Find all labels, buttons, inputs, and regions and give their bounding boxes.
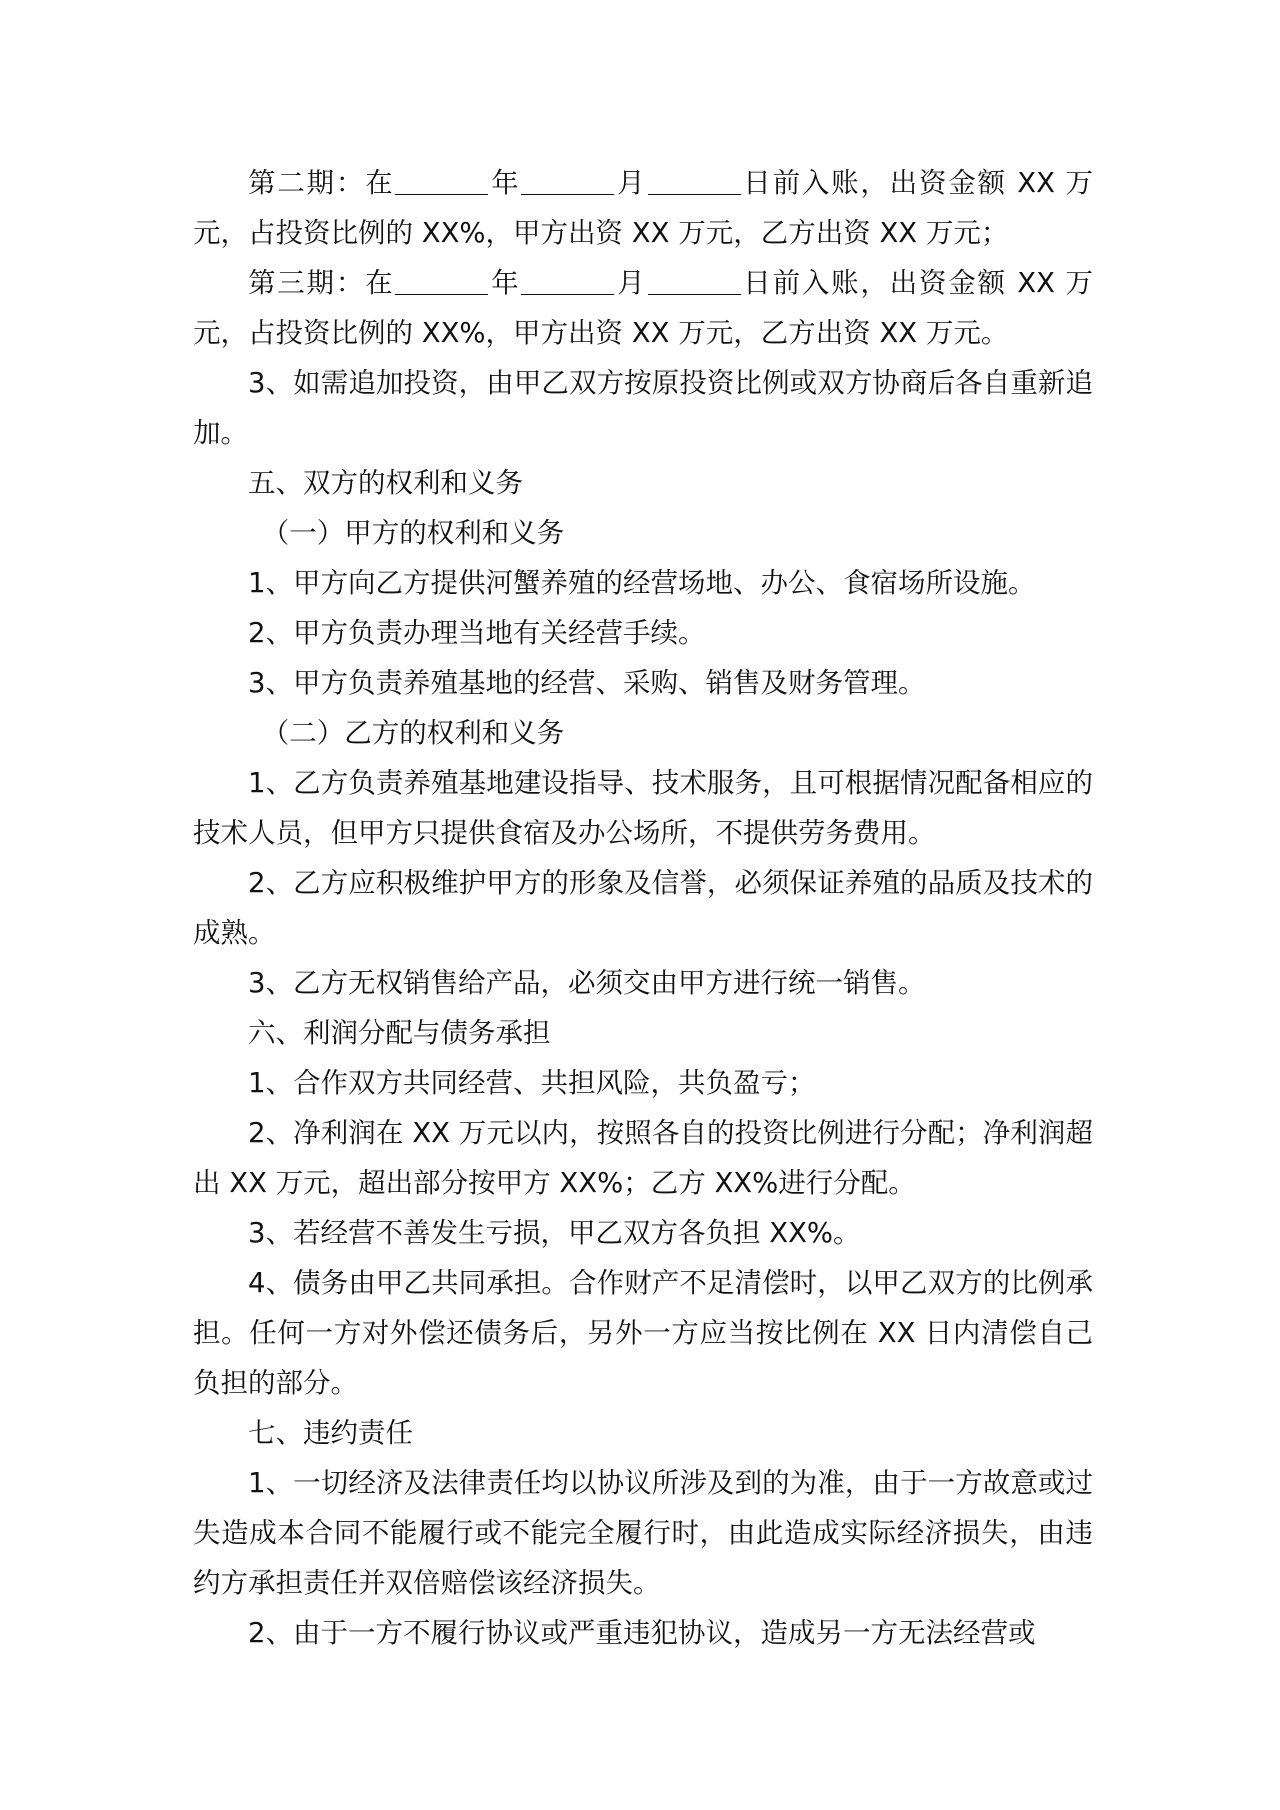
section-heading-profit-debt: 六、利润分配与债务承担: [248, 1017, 551, 1049]
clause-party-b-3: 3、乙方无权销售给产品，必须交由甲方进行统一销售。: [248, 967, 926, 999]
installment-3-month-label: 月: [615, 267, 647, 299]
clause-party-a-1: 1、甲方向乙方提供河蟹养殖的经营场地、办公、食宿场所设施。: [248, 567, 1036, 599]
installment-2-prefix: 第二期：在: [248, 167, 395, 199]
installment-3-year-label: 年: [489, 267, 521, 299]
blank-year: [395, 264, 488, 295]
installment-2-month-label: 月: [615, 167, 647, 199]
installment-3-suffix: 日前入账，出资金额 XX 万元，占投资比例的 XX%，甲方出资 XX 万元，乙方出资 XX 万元。: [193, 267, 1094, 349]
paragraph-installment-3: [193, 258, 1093, 358]
clause-party-a-3: 3、甲方负责养殖基地的经营、采购、销售及财务管理。: [248, 667, 926, 699]
blank-month: [521, 264, 614, 295]
installment-2-year-label: 年: [489, 167, 521, 199]
clause-party-b-1: 1、乙方负责养殖基地建设指导、技术服务，且可根据情况配备相应的技术人员，但甲方只提供食宿及办公场所，不提供劳务费用。: [193, 767, 1093, 849]
installment-3-prefix: 第三期：在: [248, 267, 395, 299]
clause-profit-4: 4、债务由甲乙共同承担。合作财产不足清偿时，以甲乙双方的比例承担。任何一方对外偿还债务后，另外一方应当按比例在 XX 日内清偿自己负担的部分。: [193, 1267, 1093, 1399]
section-heading-rights-obligations: 五、双方的权利和义务: [248, 467, 523, 499]
subsection-heading-party-a: （一）甲方的权利和义务: [261, 517, 565, 549]
clause-profit-3: 3、若经营不善发生亏损，甲乙双方各负担 XX%。: [248, 1217, 861, 1249]
blank-day: [648, 164, 741, 195]
clause-profit-1: 1、合作双方共同经营、共担风险，共负盈亏；: [248, 1067, 816, 1099]
blank-month: [521, 164, 614, 195]
installment-2-suffix: 日前入账，出资金额 XX 万元，占投资比例的 XX%，甲方出资 XX 万元，乙方出资 XX 万元；: [193, 167, 1094, 249]
paragraph-additional-investment: 3、如需追加投资，由甲乙双方按原投资比例或双方协商后各自重新追加。: [193, 367, 1093, 449]
subsection-heading-party-b: （二）乙方的权利和义务: [261, 717, 565, 749]
section-heading-breach: 七、违约责任: [248, 1417, 413, 1449]
document-body: [193, 158, 1093, 1658]
clause-breach-2: 2、由于一方不履行协议或严重违犯协议，造成另一方无法经营或: [248, 1617, 1036, 1649]
clause-party-b-2: 2、乙方应积极维护甲方的形象及信誉，必须保证养殖的品质及技术的成熟。: [193, 867, 1093, 949]
blank-day: [648, 264, 741, 295]
clause-breach-1: 1、一切经济及法律责任均以协议所涉及到的为准，由于一方故意或过失造成本合同不能履行或不能完全履行时，由此造成实际经济损失，由违约方承担责任并双倍赔偿该经济损失。: [193, 1467, 1093, 1599]
clause-party-a-2: 2、甲方负责办理当地有关经营手续。: [248, 617, 706, 649]
clause-profit-2: 2、净利润在 XX 万元以内，按照各自的投资比例进行分配；净利润超出 XX 万元，超出部分按甲方 XX%；乙方 XX%进行分配。: [193, 1117, 1093, 1199]
paragraph-installment-2: [193, 158, 1093, 258]
blank-year: [395, 164, 488, 195]
